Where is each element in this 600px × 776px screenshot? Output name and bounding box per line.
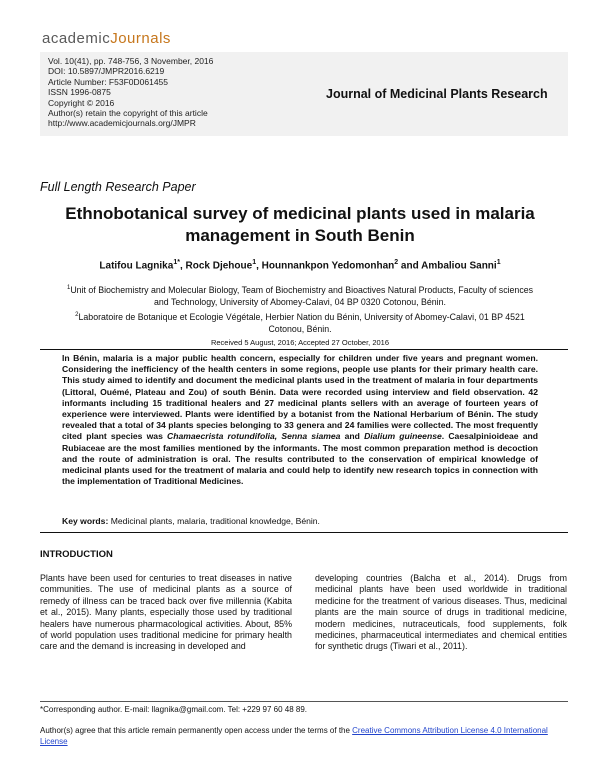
keywords [62, 516, 320, 526]
affiliation: $^2$Laboratoire de Botanique et Ecologie Végétale, Herbier Nation du Bénin, University of Abomey-Calavi, 01 BP 4521 Cotonou, Bénin. [75, 311, 525, 335]
keywords-label: Key words: [62, 516, 109, 526]
paper-type: Full Length Research Paper [40, 180, 196, 194]
meta-volume: Vol. 10(41), pp. 748-756, 3 November, 2016 [48, 56, 214, 66]
author-name: Hounnankpon Yedomonhan [261, 260, 395, 272]
footnote-divider [40, 701, 568, 702]
author-sup: 1 [496, 259, 501, 266]
body-column-left: Plants have been used for centuries to treat diseases in native communities. The use of medicinal plants as a source of remedy of illness can be traced back over five millennia (Kabita et al., 2015). Many plants, especially those used by traditional healers have numerous pharmacological activities. About, 85% of world population uses traditional medicine for primary health care and the demand is increasing in developed and [40, 573, 292, 652]
author-sup: 1* [173, 259, 180, 266]
meta-doi: DOI: 10.5897/JMPR2016.6219 [48, 66, 165, 77]
journal-title: Journal of Medicinal Plants Research [326, 87, 548, 101]
abstract: In Bénin, malaria is a major public health concern, especially for children under five years and pregnant women. Considering the inefficiency of the health centers in some regions, people use plants for their primary health care. This study aimed to identify and document the medicinal plants used in the treatment of malaria in four departments (Littoral, Ouémé, Plateau and Zou) of south Bénin. Data were recorded using interview and field observation. 42 informants including 15 traditional healers and 27 medicinal plants sellers with an average of fourteen years of experience were interviewed. Plants were identified by a botanist from the National Herbarium of Bénin. The study revealed that a total of 34 plants species belonging to 33 genera and 24 families were collected. The most frequently cited plant species was Chamaecrista rotundifolia, Senna siamea and Dialium guineense. Caesalpinioideae and Rubiaceae are the most families mentioned by the informants. The most common preparation method is decoction and the route of administration is oral. The results contributed to the conservation of empirical knowledge of medicinal plants used for the treatment of malaria and could help to identify new research topics in connection with the implementation of Traditional Medicines. [62, 353, 538, 487]
license-link[interactable]: Creative Commons Attribution License 4.0 International License [40, 726, 548, 746]
divider [40, 349, 568, 350]
author-sup: 1 [252, 259, 257, 266]
journal-logo: academicJournals [42, 30, 171, 47]
corresponding-author-footnote: *Corresponding author. E-mail: llagnika@gmail.com. Tel: +229 97 60 48 89. [40, 705, 308, 714]
received-accepted-dates: Received 5 August, 2016; Accepted 27 October, 2016 [210, 338, 390, 347]
author-list: Latifou Lagnika$^{1*}$, Rock Djehoue$^1$, Hounnankpon Yedomonhan$^2$ and Ambaliou Sanni$^1$ [99, 259, 501, 272]
species-name: Chamaecrista rotundifolia, Senna siamea [167, 431, 341, 442]
meta-url[interactable]: http://www.academicjournals.org/JMPR [48, 118, 196, 129]
body-column-right: developing countries (Balcha et al., 2014). Drugs from medicinal plants have been used worldwide in traditional medicine for the treatment of various diseases. Thus, medicinal plants are the main source of drugs in traditional medicine, modern medicines, nutraceuticals, food supplements, folk medicines, pharmaceutical intermediates and chemical entities for synthetic drugs (Tiwari et al., 2011). [315, 573, 567, 652]
keywords-text: Medicinal plants, malaria, traditional knowledge, Bénin. [110, 516, 320, 526]
species-name: Dialium guineense [364, 431, 442, 442]
author-name: Rock Djehoue [185, 260, 253, 272]
author-name: Ambaliou Sanni [421, 260, 497, 272]
meta-rights: Author(s) retain the copyright of this article [48, 108, 208, 119]
affiliation: $^1$Unit of Biochemistry and Molecular Biology, Team of Biochemistry and Bioactives Natural Products, Faculty of sciences and Technology, University of Abomey-Calavi, 04 BP 0320 Cotonou, Bénin. [66, 284, 534, 308]
license-footnote: Author(s) agree that this article remain permanently open access under the terms of the Creative Commons Attribution License 4.0 International License [40, 726, 548, 746]
affiliations [60, 282, 540, 336]
author-sup: 2 [394, 259, 399, 266]
paper-title: Ethnobotanical survey of medicinal plants used in malaria management in South Benin [65, 204, 535, 245]
divider [40, 532, 568, 533]
author-name: Latifou Lagnika [99, 260, 174, 272]
meta-issn: ISSN 1996-0875 [48, 87, 111, 98]
section-heading-introduction: INTRODUCTION [40, 549, 113, 560]
meta-copyright: Copyright © 2016 [48, 97, 115, 108]
meta-article-number: Article Number: F53F0D061455 [48, 76, 169, 87]
article-meta [48, 56, 213, 129]
